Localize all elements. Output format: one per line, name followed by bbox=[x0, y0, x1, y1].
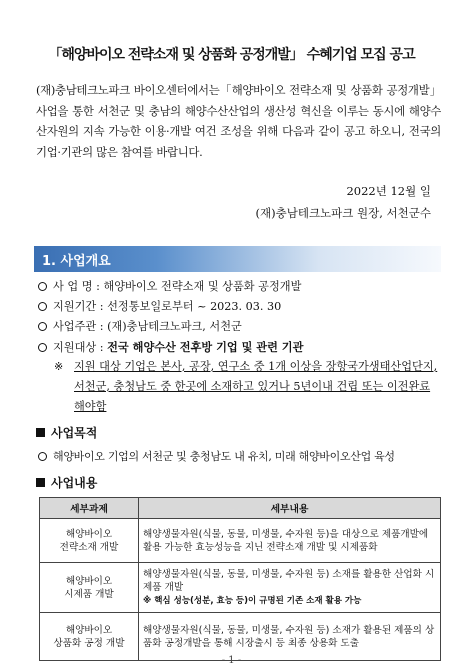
circle-bullet-icon bbox=[38, 282, 47, 291]
content-heading: 사업내용 bbox=[36, 474, 97, 491]
table-header-task: 세부과제 bbox=[40, 498, 139, 519]
table-cell-task: 해양바이오 전략소재 개발 bbox=[40, 519, 139, 563]
table-row bbox=[40, 519, 441, 563]
list-item-organizer: 사업주관 : (재)충남테크노파크, 서천군 bbox=[38, 317, 443, 337]
circle-bullet-icon bbox=[38, 302, 47, 311]
section-heading-text: 1. 사업개요 bbox=[42, 254, 111, 269]
list-item-target: 지원대상 : 전국 해양수산 전후방 기업 및 관련 기관 bbox=[38, 337, 443, 357]
table-cell-detail: 해양생물자원(식물, 동물, 미생물, 수자원 등)을 대상으로 제품개발에 활용 가능한 효능성능을 지닌 전략소재 개발 및 시제품화 bbox=[139, 519, 441, 563]
purpose-text: 해양바이오 기업의 서천군 및 충청남도 내 유치, 미래 해양바이오산업 육성 bbox=[38, 448, 395, 464]
circle-bullet-icon bbox=[38, 343, 47, 352]
signer-line: (재)충남테크노파크 원장, 서천군수 bbox=[255, 206, 431, 220]
section-heading-overview bbox=[34, 246, 441, 272]
announcement-date: 2022년 12월 일 bbox=[346, 184, 431, 198]
overview-list bbox=[38, 277, 443, 357]
purpose-heading: 사업목적 bbox=[36, 424, 97, 441]
square-bullet-icon bbox=[36, 478, 45, 487]
table-cell-note: ※ 핵심 성능(성분, 효능 등)이 규명된 기존 소재 활용 가능 bbox=[143, 595, 362, 606]
table-row bbox=[40, 563, 441, 613]
square-bullet-icon bbox=[36, 428, 45, 437]
note-mark: ※ bbox=[54, 360, 64, 373]
notice-title: 「해양바이오 전략소재 및 상품화 공정개발」 수혜기업 모집 공고 bbox=[48, 47, 415, 63]
list-item-project-name: 사 업 명 : 해양바이오 전략소재 및 상품화 공정개발 bbox=[38, 277, 443, 297]
table-header-row bbox=[40, 498, 441, 519]
table-header-detail: 세부내용 bbox=[139, 498, 441, 519]
table-row bbox=[40, 613, 441, 661]
table-cell-detail: 해양생물자원(식물, 동물, 미생물, 수자원 등) 소재가 활용된 제품의 상품화 공정개발을 통해 시장출시 등 최종 상용화 도출 bbox=[139, 613, 441, 661]
table-cell-task: 해양바이오 시제품 개발 bbox=[40, 563, 139, 613]
note-text: 지원 대상 기업은 본사, 공장, 연구소 중 1개 이상을 장항국가생태산업단지, 서천군, 충청남도 중 한곳에 소재하고 있거나 5년이내 건립 또는 이전완료 해야함 bbox=[74, 360, 438, 413]
page-number: - 1 - bbox=[221, 655, 242, 666]
list-item-period: 지원기간 : 선정통보일로부터 ~ 2023. 03. 30 bbox=[38, 297, 443, 317]
table-cell-task: 해양바이오 상품화 공정 개발 bbox=[40, 613, 139, 661]
intro-paragraph: (재)충남테크노파크 바이오센터에서는「해양바이오 전략소재 및 상품화 공정개발」사업을 통한 서천군 및 충남의 해양수산산업의 생산성 혁신을 이루는 동시에 해양수산자원의 지속 가능한 이용·개발 여건 조성을 위해 다음과 같이 공고 하오니, 전국의 기업·기관의 많은 참여를 바랍니다. bbox=[36, 83, 441, 159]
circle-bullet-icon bbox=[38, 322, 47, 331]
circle-bullet-icon bbox=[38, 452, 47, 461]
content-table bbox=[39, 497, 441, 661]
table-cell-detail: 해양생물자원(식물, 동물, 미생물, 수자원 등) 소재를 활용한 산업화 시제품 개발 ※ 핵심 성능(성분, 효능 등)이 규명된 기존 소재 활용 가능 bbox=[139, 563, 441, 613]
